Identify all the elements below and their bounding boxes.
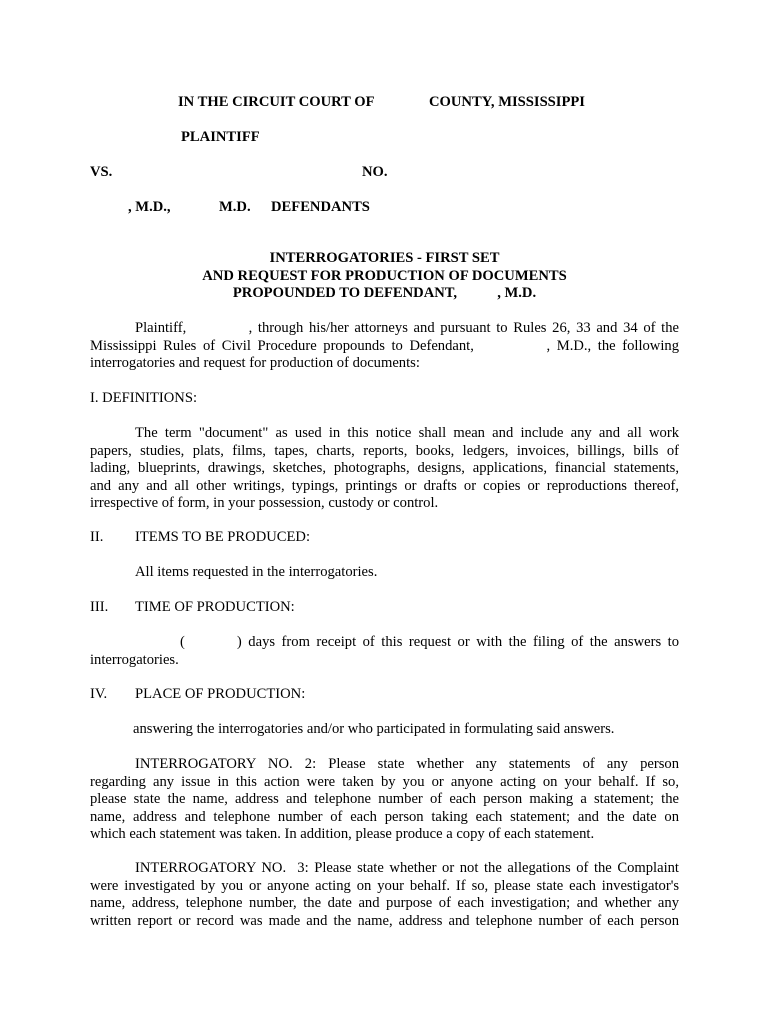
intro-line-1: Plaintiff, , through his/her attorneys and pursuant to Rules 26, 33 and 34 of the <box>135 320 679 336</box>
interrogatory-3-line-3: name, address, telephone number, the date and purpose of each investigation; and whether any <box>90 895 679 911</box>
interrogatory-2-line-2: regarding any issue in this action were taken by you or anyone acting on your behalf. If so, <box>90 773 679 790</box>
time-heading: TIME OF PRODUCTION: <box>135 599 295 615</box>
intro-paragraph <box>90 320 679 373</box>
place-text: answering the interrogatories and/or who participated in formulating said answers. <box>133 721 615 737</box>
intro-line-2: Mississippi Rules of Civil Procedure propounds to Defendant, , M.D., the following <box>90 337 679 354</box>
interrogatory-3 <box>90 860 679 930</box>
defendant-md-1: , M.D., <box>128 199 171 215</box>
interrogatory-3-line-2: were investigated by you or anyone acting on your behalf. If so, please state each investigator's <box>90 877 679 894</box>
defendants-label: DEFENDANTS <box>271 199 370 215</box>
plaintiff-label: PLAINTIFF <box>181 129 260 145</box>
definitions-line-3: lading, blueprints, drawings, sketches, photographs, designs, applications, financial statements, <box>90 460 679 476</box>
definitions-paragraph <box>90 425 679 513</box>
court-heading: IN THE CIRCUIT COURT OF <box>178 94 375 110</box>
document-title <box>90 250 679 303</box>
title-line-1: INTERROGATORIES - FIRST SET <box>269 250 500 266</box>
place-number: IV. <box>90 686 108 702</box>
interrogatory-2-line-1: INTERROGATORY NO. 2: Please state whether any statements of any person <box>135 756 679 772</box>
time-line-2: interrogatories. <box>90 651 179 668</box>
time-paragraph <box>90 634 679 669</box>
interrogatory-3-line-1: INTERROGATORY NO. 3: Please state whether or not the allegations of the Complaint <box>135 860 679 876</box>
case-number-label: NO. <box>362 164 388 180</box>
title-line-2: AND REQUEST FOR PRODUCTION OF DOCUMENTS <box>202 267 567 284</box>
place-heading: PLACE OF PRODUCTION: <box>135 686 306 702</box>
definitions-line-4: and any and all other writings, typings, printings or drafts or copies or reproductions thereof, <box>90 477 679 494</box>
definitions-heading: I. DEFINITIONS: <box>90 390 198 406</box>
interrogatory-2-line-5: which each statement was taken. In addition, please produce a copy of each statement. <box>90 826 595 842</box>
items-number: II. <box>90 529 104 545</box>
time-line-1: ( ) days from receipt of this request or with the filing of the answers to <box>180 634 679 650</box>
vs-label: VS. <box>90 164 113 180</box>
items-text: All items requested in the interrogatories. <box>135 564 378 580</box>
county-heading: COUNTY, MISSISSIPPI <box>429 94 585 110</box>
definitions-line-5: irrespective of form, in your possession, custody or control. <box>90 495 439 511</box>
time-number: III. <box>90 599 109 615</box>
interrogatory-2 <box>90 756 679 844</box>
interrogatory-3-line-4: written report or record was made and the name, address and telephone number of each person <box>90 912 679 929</box>
interrogatory-2-line-3: please state the name, address and telephone number of each person making a statement; the <box>90 791 679 807</box>
definitions-line-2: papers, studies, plats, films, tapes, charts, reports, books, ledgers, invoices, billings, bills of <box>90 442 679 459</box>
definitions-line-1: The term "document" as used in this notice shall mean and include any and all work <box>135 425 679 441</box>
items-heading: ITEMS TO BE PRODUCED: <box>135 529 311 545</box>
interrogatory-2-line-4: name, address and telephone number of each person taking each statement; and the date on <box>90 808 679 825</box>
intro-line-3: interrogatories and request for production of documents: <box>90 355 420 371</box>
title-line-3: PROPOUNDED TO DEFENDANT, , M.D. <box>232 285 537 301</box>
defendant-md-2: M.D. <box>219 199 251 215</box>
